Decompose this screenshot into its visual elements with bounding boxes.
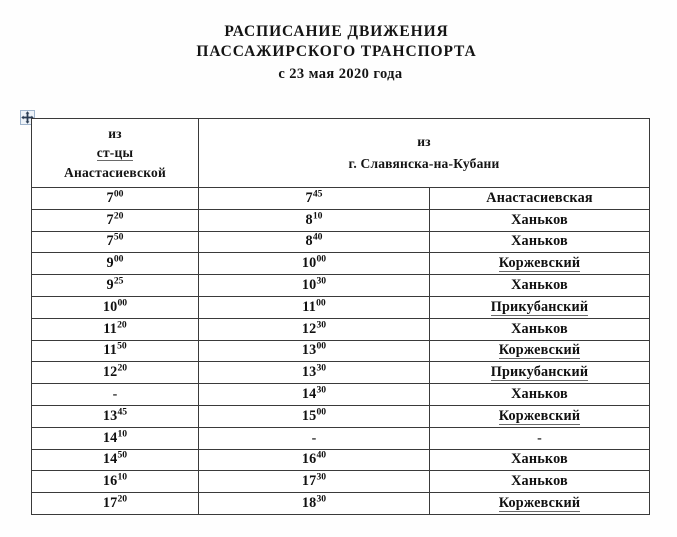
cell-destination: [430, 296, 650, 318]
cell-departure-slavyansk: $17^{30}$: [199, 471, 430, 493]
time-minutes: 20: [113, 209, 124, 221]
table-row: [32, 340, 650, 362]
time-minutes: 00: [316, 340, 327, 352]
cell-departure-anastasievskaya: $11^{50}$: [32, 340, 199, 362]
header-sttsy-label: ст-цы: [96, 145, 134, 161]
cell-destination: [430, 209, 650, 231]
time-minutes: 50: [117, 340, 127, 352]
cell-departure-anastasievskaya: $10^{00}$: [32, 296, 199, 318]
cell-departure-anastasievskaya: $13^{45}$: [32, 405, 199, 427]
empty-marker: -: [311, 430, 317, 446]
empty-marker: -: [537, 430, 542, 446]
destination-label: Коржевский: [498, 495, 581, 512]
cell-departure-slavyansk: $13^{00}$: [199, 340, 430, 362]
table-header-row: [32, 119, 650, 188]
header-cell-from-anastasievskaya: [32, 119, 199, 188]
cell-departure-anastasievskaya: $9^{00}$: [32, 253, 199, 275]
cell-departure-slavyansk: $15^{00}$: [199, 405, 430, 427]
cell-departure-slavyansk: $8^{40}$: [199, 231, 430, 253]
schedule-table: [31, 118, 650, 515]
destination-label: Ханьков: [511, 473, 568, 490]
cell-destination: [430, 231, 650, 253]
cell-departure-anastasievskaya: $14^{10}$: [32, 427, 199, 449]
table-row: [32, 318, 650, 340]
destination-label: Коржевский: [498, 342, 581, 359]
cell-departure-anastasievskaya: $11^{20}$: [32, 318, 199, 340]
cell-destination: [430, 318, 650, 340]
cell-departure-anastasievskaya: $12^{20}$: [32, 362, 199, 384]
destination-label: Ханьков: [511, 233, 568, 250]
cell-departure-anastasievskaya: $7^{20}$: [32, 209, 199, 231]
destination-label: Анастасиевская: [486, 189, 593, 206]
time-minutes: 50: [117, 449, 128, 461]
table-row: [32, 188, 650, 210]
cell-destination: [430, 340, 650, 362]
table-row: [32, 231, 650, 253]
time-minutes: 45: [312, 188, 323, 200]
destination-label: Ханьков: [511, 277, 568, 294]
cell-destination: [430, 449, 650, 471]
time-minutes: 20: [117, 318, 127, 330]
destination-label: Прикубанский: [490, 298, 589, 315]
time-minutes: 00: [316, 406, 327, 418]
cell-destination: [430, 188, 650, 210]
table-row: [32, 493, 650, 515]
cell-departure-slavyansk: $14^{30}$: [199, 384, 430, 406]
time-minutes: 00: [117, 297, 128, 309]
cell-departure-slavyansk: $12^{30}$: [199, 318, 430, 340]
table-row: [32, 296, 650, 318]
table-row: [32, 427, 650, 449]
time-minutes: 00: [113, 188, 124, 200]
table-row: [32, 209, 650, 231]
table-row: [32, 384, 650, 406]
table-row: [32, 405, 650, 427]
cell-destination: [430, 405, 650, 427]
cell-departure-anastasievskaya: $17^{20}$: [32, 493, 199, 515]
empty-marker: -: [112, 387, 118, 403]
cell-departure-anastasievskaya: $9^{25}$: [32, 275, 199, 297]
cell-destination: [430, 253, 650, 275]
page-title-line-2: ПАССАЖИРСКОГО ТРАНСПОРТА: [196, 42, 477, 60]
time-minutes: 30: [316, 384, 327, 396]
destination-label: Ханьков: [511, 386, 568, 403]
cell-departure-slavyansk: $7^{45}$: [199, 188, 430, 210]
cell-destination: [430, 493, 650, 515]
page-subtitle: с 23 мая 2020 года: [278, 65, 403, 82]
time-minutes: 30: [316, 362, 327, 374]
destination-label: Ханьков: [511, 320, 568, 337]
schedule-table-container: [31, 118, 649, 515]
cell-departure-slavyansk: $10^{00}$: [199, 253, 430, 275]
cell-destination: [430, 471, 650, 493]
destination-label: Ханьков: [511, 211, 568, 228]
time-minutes: 40: [312, 231, 323, 243]
time-minutes: 10: [312, 209, 323, 221]
cell-destination: [430, 384, 650, 406]
cell-departure-slavyansk: $8^{10}$: [199, 209, 430, 231]
cell-departure-slavyansk: $16^{40}$: [199, 449, 430, 471]
header-from-label-right: из: [417, 134, 431, 150]
table-body: [32, 188, 650, 515]
table-row: [32, 362, 650, 384]
time-minutes: 00: [316, 253, 327, 265]
page-title-line-1: РАСПИСАНИЕ ДВИЖЕНИЯ: [224, 23, 449, 40]
table-row: [32, 449, 650, 471]
cell-departure-anastasievskaya: [32, 384, 199, 406]
header-cell-from-slavyansk: [199, 119, 650, 188]
header-slavyansk-label: г. Славянска-на-Кубани: [348, 156, 500, 171]
cell-departure-anastasievskaya: $7^{50}$: [32, 231, 199, 253]
time-minutes: 30: [316, 318, 327, 330]
time-minutes: 00: [316, 297, 326, 309]
cell-departure-slavyansk: $13^{30}$: [199, 362, 430, 384]
time-minutes: 20: [117, 493, 128, 505]
document-title-block: [0, 22, 677, 83]
cell-departure-slavyansk: $18^{30}$: [199, 493, 430, 515]
time-minutes: 20: [117, 362, 128, 374]
time-minutes: 30: [316, 493, 327, 505]
time-minutes: 30: [316, 275, 327, 287]
cell-departure-anastasievskaya: $16^{10}$: [32, 471, 199, 493]
header-from-label-left: из: [108, 125, 122, 141]
destination-label: Ханьков: [511, 451, 568, 468]
cell-departure-anastasievskaya: $7^{00}$: [32, 188, 199, 210]
destination-label: Прикубанский: [490, 364, 589, 381]
table-row: [32, 275, 650, 297]
table-row: [32, 471, 650, 493]
table-header: [32, 119, 650, 188]
time-minutes: 30: [316, 471, 327, 483]
time-minutes: 40: [316, 449, 327, 461]
cell-destination: [430, 427, 650, 449]
time-minutes: 50: [113, 231, 124, 243]
cell-departure-slavyansk: $11^{00}$: [199, 296, 430, 318]
cell-departure-slavyansk: [199, 427, 430, 449]
time-minutes: 10: [117, 427, 128, 439]
destination-label: Коржевский: [498, 407, 581, 424]
time-minutes: 00: [113, 253, 124, 265]
header-anastasievskoy-label: Анастасиевской: [64, 164, 166, 180]
time-minutes: 25: [113, 275, 124, 287]
cell-departure-anastasievskaya: $14^{50}$: [32, 449, 199, 471]
table-row: [32, 253, 650, 275]
time-minutes: 10: [117, 471, 128, 483]
destination-label: Коржевский: [498, 255, 581, 272]
cell-destination: [430, 275, 650, 297]
cell-departure-slavyansk: $10^{30}$: [199, 275, 430, 297]
time-minutes: 45: [117, 406, 128, 418]
cell-destination: [430, 362, 650, 384]
